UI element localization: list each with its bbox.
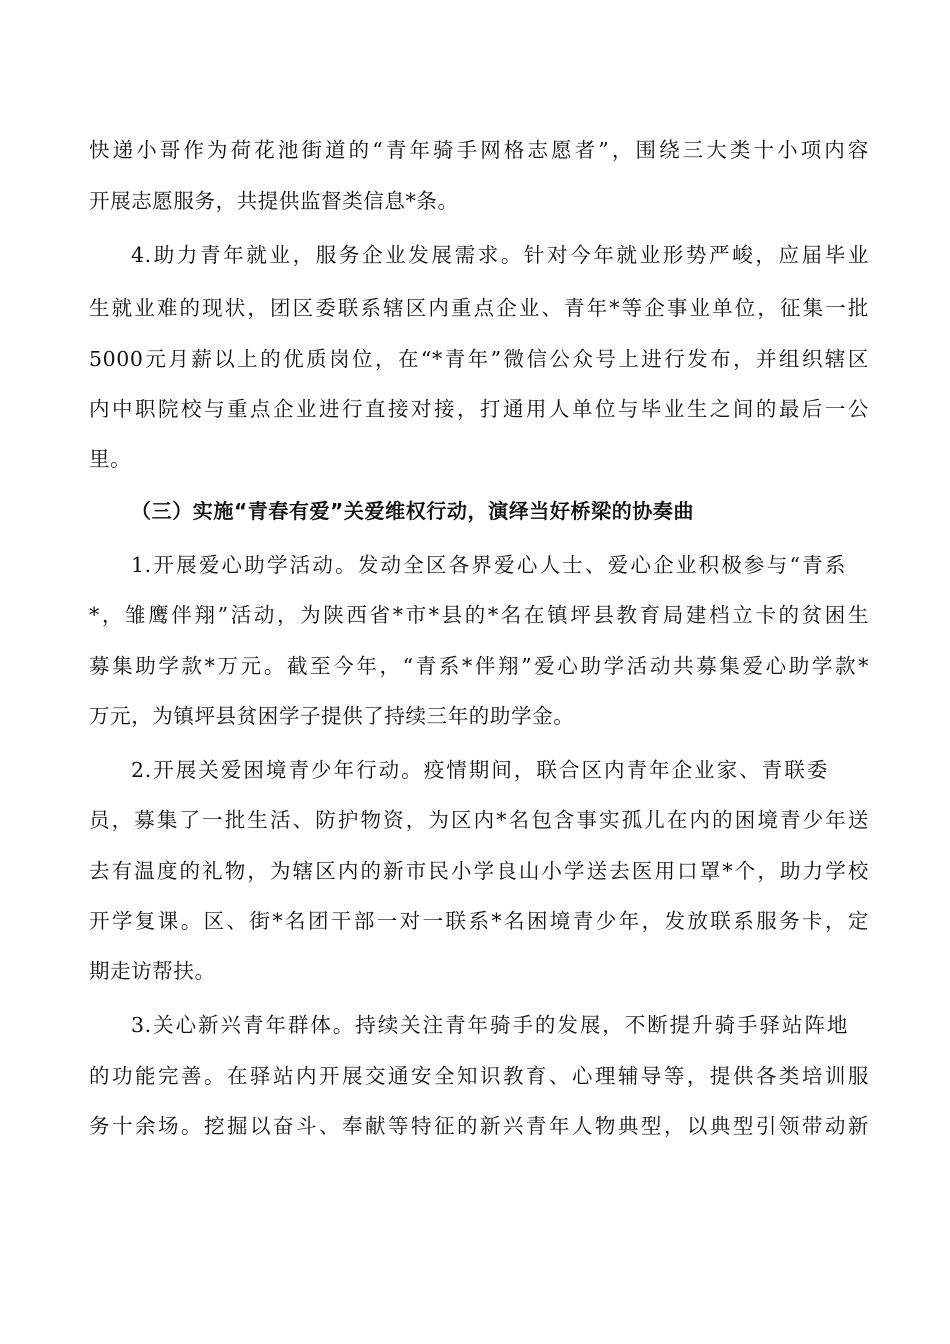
text-line-12: 万元，为镇坪县贫困学子提供了持续三年的助学金。 (89, 704, 575, 728)
text-line-10: *，雏鹰伴翔”活动，为陕西省*市*县的*名在镇坪县教育局建档立卡的贫困生 (89, 603, 869, 627)
text-line-5: 5000元月薪以上的优质岗位，在“*青年”微信公众号上进行发布，并组织辖区 (89, 347, 869, 371)
text-line-7: 里。 (89, 447, 132, 471)
text-line-6: 内中职院校与重点企业进行直接对接，打通用人单位与毕业生之间的最后一公 (89, 397, 869, 421)
text-line-17: 期走访帮扶。 (89, 959, 216, 983)
text-line-13: 2.开展关爱困境青少年行动。疫情期间，联合区内青年企业家、青联委 (131, 758, 828, 782)
text-line-14: 员，募集了一批生活、防护物资，为区内*名包含事实孤儿在内的困境青少年送 (89, 808, 869, 832)
text-line-20: 务十余场。挖掘以奋斗、奉献等特征的新兴青年人物典型，以典型引领带动新 (89, 1114, 869, 1138)
text-line-19: 的功能完善。在驿站内开展交通安全知识教育、心理辅导等，提供各类培训服 (89, 1064, 869, 1088)
section-heading: （三）实施“青春有爱”关爱维权行动，演绎当好桥梁的协奏曲 (131, 499, 695, 523)
text-line-18: 3.关心新兴青年群体。持续关注青年骑手的发展，不断提升骑手驿站阵地 (131, 1013, 848, 1037)
text-line-2: 开展志愿服务，共提供监督类信息*条。 (89, 189, 459, 213)
text-line-16: 开学复课。区、街*名团干部一对一联系*名困境青少年，发放联系服务卡，定 (89, 909, 869, 933)
text-line-3: 4.助力青年就业，服务企业发展需求。针对今年就业形势严峻，应届毕业 (131, 243, 869, 267)
text-line-11: 募集助学款*万元。截至今年，“青系*伴翔”爱心助学活动共募集爱心助学款* (89, 654, 869, 678)
text-line-1: 快递小哥作为荷花池街道的“青年骑手网格志愿者”，围绕三大类十小项内容 (89, 138, 869, 162)
text-line-9: 1.开展爱心助学活动。发动全区各界爱心人士、爱心企业积极参与“青系 (131, 553, 846, 577)
text-line-4: 生就业难的现状，团区委联系辖区内重点企业、青年*等企事业单位，征集一批 (89, 296, 869, 320)
text-line-15: 去有温度的礼物，为辖区内的新市民小学良山小学送去医用口罩*个，助力学校 (89, 859, 869, 883)
